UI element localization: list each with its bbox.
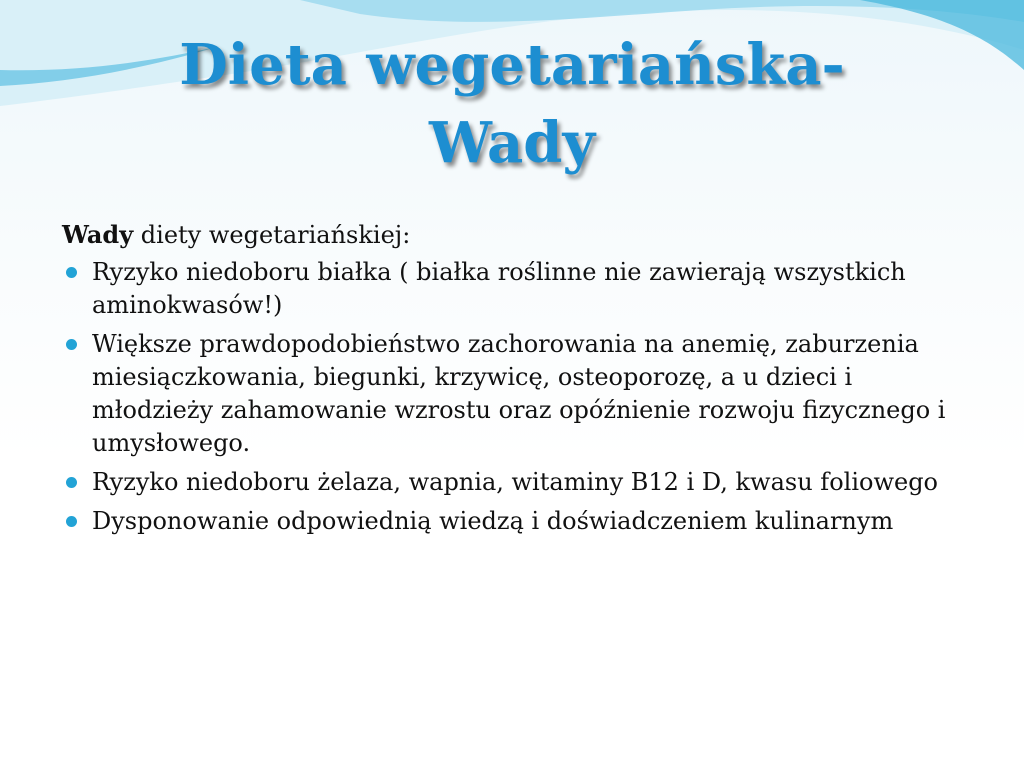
bullet-list: [62, 256, 962, 538]
intro-line: [62, 218, 962, 252]
bullet-item: [62, 505, 962, 538]
bullet-item: [62, 328, 962, 460]
bullet-dot-icon: [66, 339, 77, 350]
bullet-dot-icon: [66, 516, 77, 527]
bullet-dot-icon: [66, 477, 77, 488]
slide-title-line-1: Dieta wegetariańska-: [179, 32, 845, 98]
slide-body: [62, 218, 962, 544]
bullet-text: Ryzyko niedoboru białka ( białka roślinne nie zawierają wszystkich aminokwasów!): [92, 258, 906, 319]
intro-text: diety wegetariańskiej:: [133, 221, 411, 249]
bullet-text: Dysponowanie odpowiednią wiedzą i doświadczeniem kulinarnym: [92, 507, 894, 535]
bullet-text: Ryzyko niedoboru żelaza, wapnia, witaminy B12 i D, kwasu foliowego: [92, 468, 938, 496]
slide-title-line-2: Wady: [428, 110, 595, 176]
bullet-item: [62, 466, 962, 499]
intro-bold-word: Wady: [62, 220, 134, 249]
bullet-item: [62, 256, 962, 322]
bullet-dot-icon: [66, 267, 77, 278]
bullet-text: Większe prawdopodobieństwo zachorowania na anemię, zaburzenia miesiączkowania, biegunki, krzywicę, osteoporozę, a u dzieci i młodzieży zahamowanie wzrostu oraz opóźnienie rozwoju fizycznego i umysłowego.: [92, 330, 946, 457]
slide-title: [40, 26, 984, 182]
